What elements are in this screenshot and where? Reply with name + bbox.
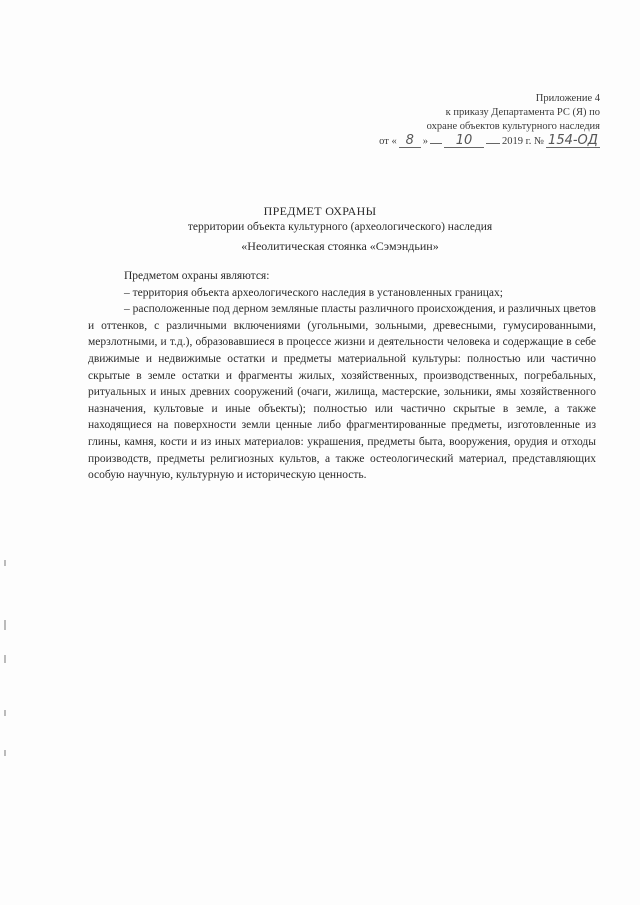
body-item-territory: – территория объекта археологического наследия в установленных границах;: [124, 286, 503, 299]
date-mid: »: [422, 136, 428, 147]
date-blank-2: [486, 143, 500, 144]
date-prefix: от «: [379, 136, 397, 147]
body-intro: Предметом охраны являются:: [124, 270, 270, 282]
title-block: [0, 203, 640, 254]
order-day: 8: [399, 134, 421, 148]
document-title: ПРЕДМЕТ ОХРАНЫ: [263, 204, 377, 218]
appendix-number: Приложение 4: [535, 93, 600, 104]
order-date-line: [379, 134, 600, 149]
appendix-department: охране объектов культурного наследия: [426, 121, 600, 132]
order-year: 2019 г. №: [501, 136, 544, 147]
object-name: «Неолитическая стоянка «Сэмэндьин»: [241, 239, 439, 253]
order-month: 10: [444, 134, 484, 148]
appendix-order-ref: к приказу Департамента РС (Я) по: [445, 107, 600, 118]
date-blank-1: [430, 143, 442, 144]
order-number: 154-ОД: [546, 134, 600, 148]
scan-edge-marks: [4, 560, 8, 780]
document-body: [88, 268, 596, 484]
document-subtitle: территории объекта культурного (археологического) наследия: [187, 221, 493, 233]
body-item-layers: – расположенные под дерном земляные пласты различного происхождения, и различных цветов и оттенков, с различными включениями (угольными, зольными, древесными, гумусированными, мерзлотными, и т.д.), образовавшиеся в процессе жизни и деятельности человека и содержащие в себе движимые и недвижимые остатки и предметы материальной культуры: полностью или частично скрытые в земле остатки и фрагменты жилых, хозяйственных, производственных, погребальных, ритуальных и иных древних сооружений (очаги, жилища, мастерские, зольники, ямы хозяйственного назначения, культовые и иные объекты); полностью или частично скрытые в земле, а также находящиеся на поверхности земли ценные либо фрагментированные предметы, изготовленные из глины, камня, кости и из иных материалов: украшения, предметы быта, вооружения, орудия и отходы производств, предметы религиозных культов, а также остеологический материал, представляющих особую научную, культурную и историческую ценность.: [88, 303, 596, 482]
appendix-header: [340, 92, 600, 149]
